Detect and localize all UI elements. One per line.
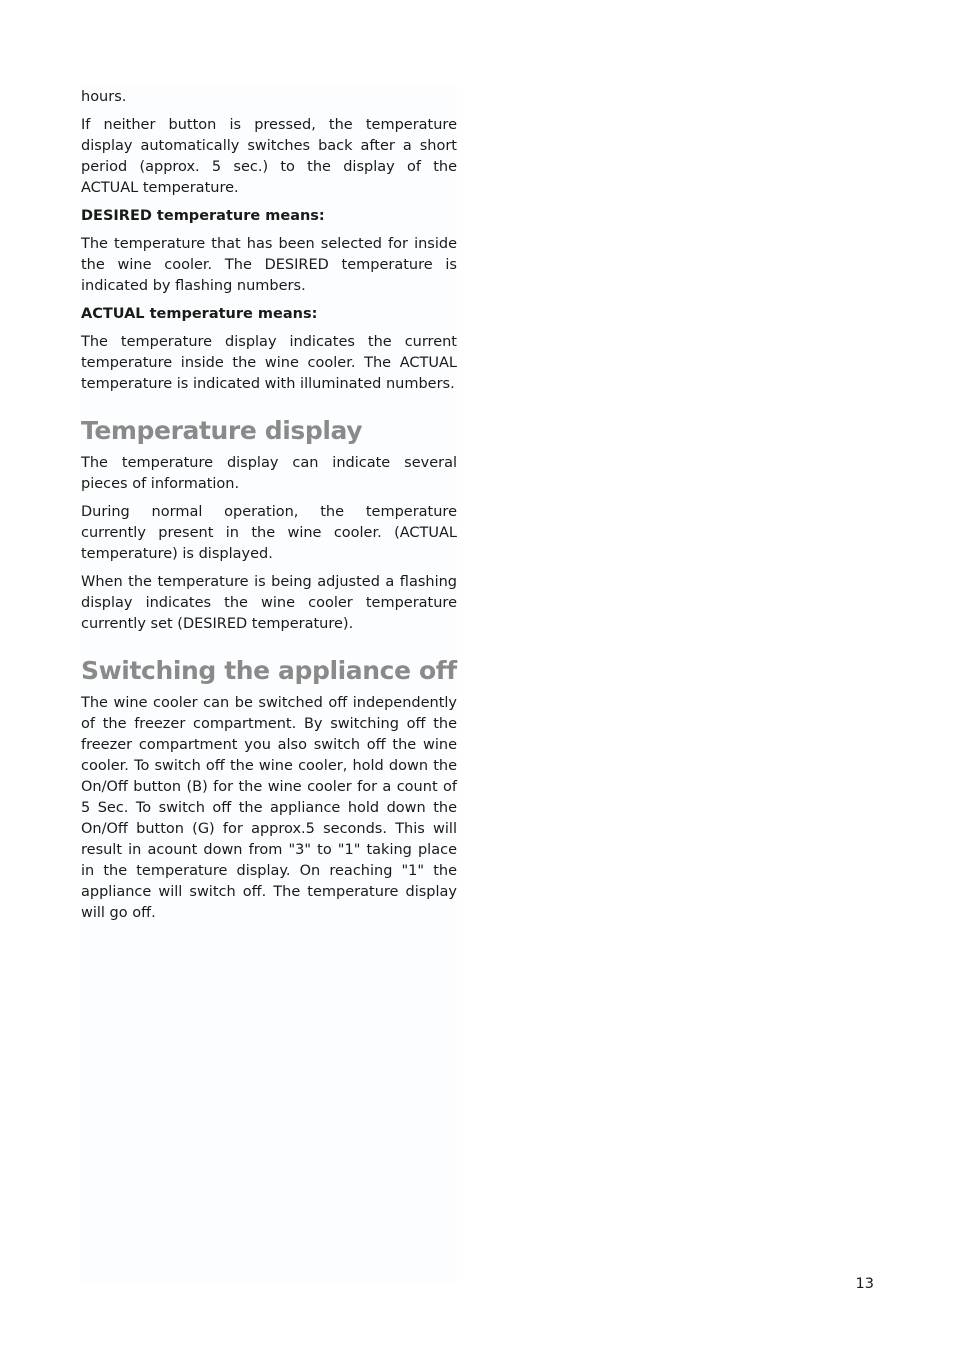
paragraph-desired-temperature: The temperature that has been selected for inside the wine cooler. The DESIRED temperature is indicated by flashing numbers. [81, 236, 457, 294]
paragraph-switching-off: The wine cooler can be switched off independently of the freezer compartment. By switching off the freezer compartment you also switch off the wine cooler. To switch off the wine cooler, hold down the On/Off button (B) for the wine cooler for a count of 5 Sec. To switch off the appliance hold down the On/Off button (G) for approx.5 seconds. This will result in acount down from "3" to "1" taking place in the temperature display. On reaching "1" the appliance will switch off. The temperature display will go off. [81, 695, 457, 921]
column-content [81, 87, 457, 924]
text-column [81, 86, 457, 1282]
section-title-temperature-display: Temperature display [81, 416, 363, 445]
paragraph-actual-temperature: The temperature display indicates the current temperature inside the wine cooler. The ACTUAL temperature is indicated with illuminated numbers. [81, 334, 457, 392]
section-title-switching-off: Switching the appliance off [81, 656, 457, 685]
paragraph-display-info: The temperature display can indicate several pieces of information. [81, 455, 457, 492]
paragraph-hours: hours. [81, 89, 127, 105]
actual-temperature-heading: ACTUAL temperature means: [81, 306, 318, 322]
desired-temperature-heading: DESIRED temperature means: [81, 208, 325, 224]
paragraph-neither-button: If neither button is pressed, the temperature display automatically switches back after a short period (approx. 5 sec.) to the display of the ACTUAL temperature. [81, 117, 457, 196]
paragraph-adjusting: When the temperature is being adjusted a flashing display indicates the wine cooler temperature currently set (DESIRED temperature). [81, 574, 457, 632]
paragraph-normal-operation: During normal operation, the temperature currently present in the wine cooler. (ACTUAL temperature) is displayed. [81, 504, 457, 562]
page-number: 13 [855, 1276, 874, 1292]
